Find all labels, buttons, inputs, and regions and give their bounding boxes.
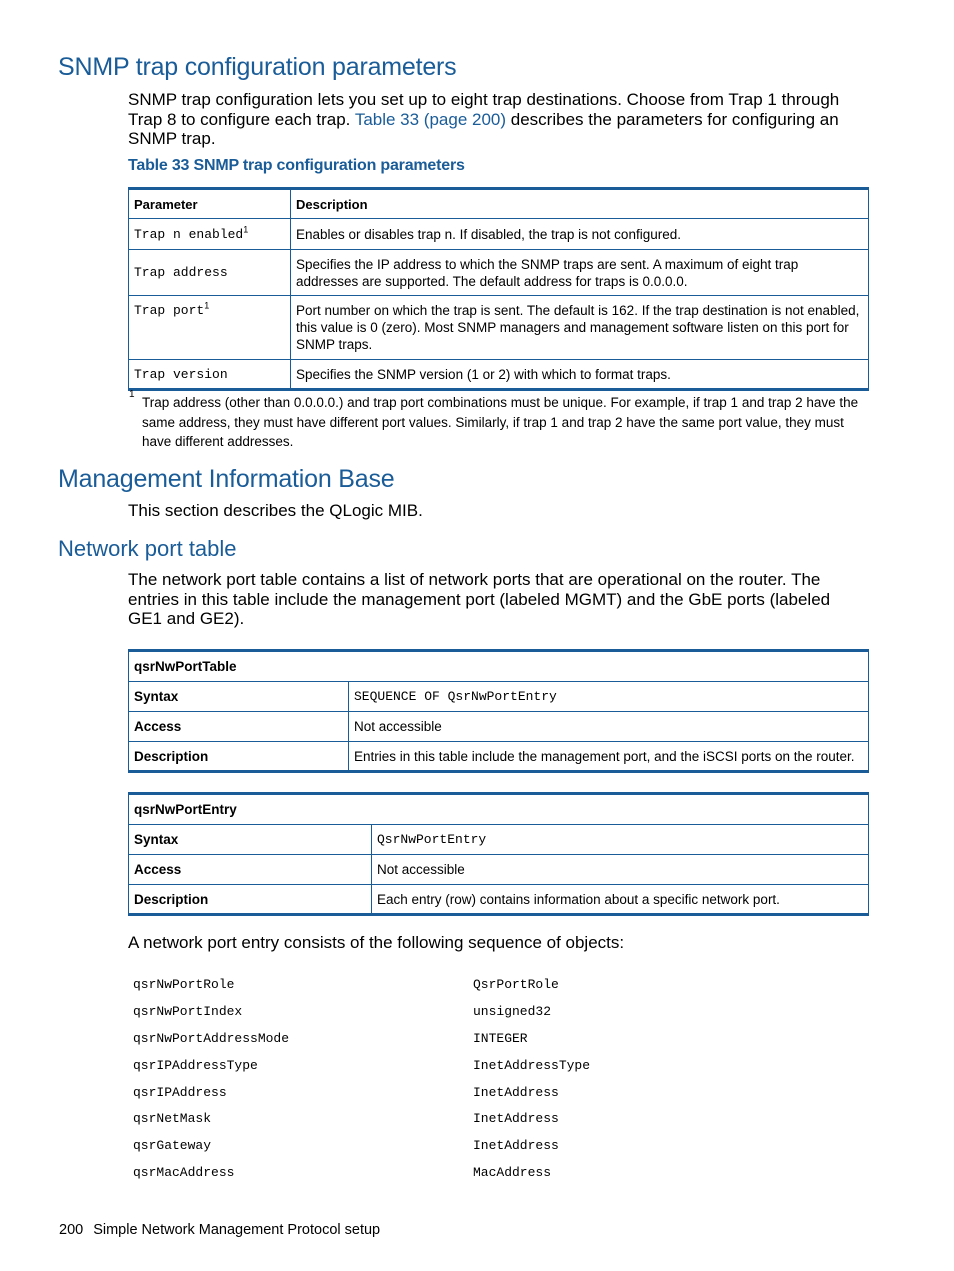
snmp-intro-line2 [128, 110, 868, 130]
sequence-object-name: qsrNetMask [133, 1111, 212, 1126]
param-trap-enabled: Trap n enabled [134, 226, 244, 242]
syntax-label: Syntax [129, 825, 372, 855]
section-title-mib: Management Information Base [58, 465, 395, 493]
table-row [129, 885, 869, 915]
table-title-row [129, 794, 869, 825]
sequence-object-type: InetAddress [473, 1111, 559, 1126]
desc-cell: Specifies the IP address to which the SNMP traps are sent. A maximum of eight trap addresses are supported. The default address for traps is 0.0.0.0. [291, 250, 869, 296]
qsrnwporttable-table [128, 649, 869, 773]
footnote-ref: 1 [243, 224, 249, 235]
sequence-object-name: qsrNwPortRole [133, 977, 235, 992]
access-label: Access [129, 712, 349, 742]
sequence-object-type: INTEGER [473, 1031, 528, 1046]
footnote-ref: 1 [204, 300, 210, 311]
table-row [129, 712, 869, 742]
sequence-object-type: unsigned32 [473, 1004, 552, 1019]
section-title-network-port-table: Network port table [58, 536, 237, 561]
desc-cell: Specifies the SNMP version (1 or 2) with which to format traps. [291, 360, 869, 390]
snmp-trap-table [128, 187, 869, 391]
sequence-object-name: qsrIPAddress [133, 1085, 227, 1100]
sequence-object-type: InetAddressType [473, 1058, 591, 1073]
description-value: Entries in this table include the management port, and the iSCSI ports on the router. [349, 742, 869, 772]
syntax-value: SEQUENCE OF QsrNwPortEntry [349, 682, 869, 712]
table-name: qsrNwPortEntry [129, 794, 869, 825]
snmp-intro-line2-a: Trap 8 to configure each trap. [128, 109, 355, 129]
snmp-intro-line1: SNMP trap configuration lets you set up to eight trap destinations. Choose from Trap 1 through [128, 90, 840, 109]
param-cell [129, 296, 291, 360]
sequence-object-name: qsrNwPortAddressMode [133, 1031, 290, 1046]
sequence-object-name: qsrIPAddressType [133, 1058, 258, 1073]
page-number: 200 [59, 1222, 84, 1238]
sequence-object-type: MacAddress [473, 1165, 552, 1180]
access-label: Access [129, 855, 372, 885]
param-trap-port: Trap port [134, 303, 205, 318]
table-row [129, 682, 869, 712]
param-cell [129, 219, 291, 250]
footnote-mark: 1 [129, 389, 135, 400]
page-footer [59, 1222, 380, 1238]
table-name: qsrNwPortTable [129, 651, 869, 682]
table-title-row [129, 651, 869, 682]
header-parameter: Parameter [129, 189, 291, 219]
snmp-intro-line2-b: describes the parameters for configuring an [506, 109, 839, 129]
param-cell [129, 360, 291, 390]
sequence-object-type: InetAddress [473, 1085, 559, 1100]
access-value: Not accessible [372, 855, 869, 885]
network-port-intro: The network port table contains a list of network ports that are operational on the router. The entries in this table include the management port (labeled MGMT) and the GbE ports (labeled GE1 and GE2). [128, 570, 831, 628]
description-value: Each entry (row) contains information about a specific network port. [372, 885, 869, 915]
table-row [129, 360, 869, 390]
syntax-value: QsrNwPortEntry [372, 825, 869, 855]
table-33-caption: Table 33 SNMP trap configuration parameters [128, 157, 465, 174]
description-label: Description [129, 885, 372, 915]
mib-intro: This section describes the QLogic MIB. [128, 501, 423, 520]
desc-cell: Port number on which the trap is sent. The default is 162. If the trap destination is not enabled, this value is 0 (zero). Most SNMP managers and management software listen on this port for SNMP traps. [291, 296, 869, 360]
syntax-label: Syntax [129, 682, 349, 712]
footnote-text: Trap address (other than 0.0.0.0.) and trap port combinations must be unique. For example, if trap 1 and trap 2 have the same address, they must have different port values. Similarly, if trap 1 and trap 2 have the same port value, they must have different addresses. [142, 395, 859, 449]
param-trap-version: Trap version [134, 366, 228, 382]
desc-cell: Enables or disables trap n. If disabled, the trap is not configured. [291, 219, 869, 250]
description-label: Description [129, 742, 349, 772]
sequence-object-type: InetAddress [473, 1138, 559, 1153]
param-trap-address: Trap address [134, 265, 228, 280]
chapter-title: Simple Network Management Protocol setup [93, 1222, 381, 1238]
table-row [129, 250, 869, 296]
header-description: Description [291, 189, 869, 219]
sequence-object-name: qsrGateway [133, 1138, 212, 1153]
table-row [129, 219, 869, 250]
qsrnwportentry-table [128, 792, 869, 916]
table-row [129, 296, 869, 360]
section-title-snmp-trap: SNMP trap configuration parameters [58, 53, 457, 81]
table-header-row [129, 189, 869, 219]
snmp-intro-paragraph [128, 90, 868, 149]
access-value: Not accessible [349, 712, 869, 742]
sequence-object-name: qsrMacAddress [133, 1165, 235, 1180]
sequence-intro: A network port entry consists of the following sequence of objects: [128, 933, 625, 952]
table-row [129, 825, 869, 855]
param-cell [129, 250, 291, 296]
sequence-object-name: qsrNwPortIndex [133, 1004, 243, 1019]
snmp-intro-line3: SNMP trap. [128, 129, 216, 148]
sequence-object-type: QsrPortRole [473, 977, 559, 992]
table-33-link[interactable]: Table 33 (page 200) [354, 109, 507, 129]
table-row [129, 742, 869, 772]
table-row [129, 855, 869, 885]
